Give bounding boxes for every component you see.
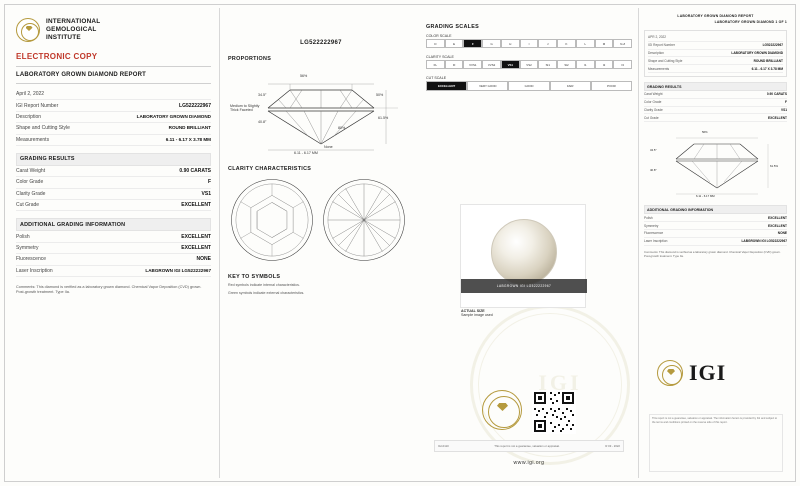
field-value: NONE [777, 231, 787, 236]
divider [16, 83, 211, 84]
footer-code-left: IGI-0110 [438, 444, 449, 448]
pavilion-plot-diagram [320, 176, 408, 264]
field-shape [16, 123, 211, 134]
right-field-clarity [644, 107, 787, 115]
cut-scale-row [426, 76, 632, 90]
right-field-date [648, 34, 783, 42]
field-label: Clarity Grade [16, 190, 46, 197]
label-lower-half-pct: 80% [338, 126, 346, 130]
field-label: Polish [644, 215, 653, 220]
photo-caption [461, 309, 587, 317]
right-field-cut [644, 114, 787, 122]
clarity-cell-si1[interactable]: SI1 [538, 60, 557, 69]
institute-name-line-2: GEMOLOGICAL [46, 26, 97, 33]
field-label: Color Grade [16, 179, 44, 186]
right-duplicate-report-panel [638, 8, 792, 478]
label-star-pct: 50% [376, 93, 384, 97]
gem-seal-icon [657, 360, 683, 386]
right-diamond-profile-svg [644, 126, 786, 200]
middle-panel [222, 8, 420, 478]
qr-code-icon[interactable] [532, 390, 576, 434]
field-label: Polish [16, 233, 30, 240]
additional-grading-header: ADDITIONAL GRADING INFORMATION [16, 218, 211, 231]
field-value: EXCELLENT [181, 202, 211, 209]
right-label-crown: 34.5° [650, 148, 657, 153]
field-label: Cut Grade [644, 115, 659, 120]
proportions-diagram [228, 64, 414, 156]
clarity-scale-row [426, 55, 632, 69]
field-carat-weight [16, 166, 211, 177]
field-value: LABORATORY GROWN DIAMOND [731, 50, 783, 55]
crown-plot-diagram [228, 176, 316, 264]
label-pavilion-angle: 40.8° [258, 120, 267, 124]
field-value: F [785, 100, 787, 105]
color-cell-e[interactable]: E [445, 39, 464, 48]
key-line-2: Green symbols indicate external characteristics. [228, 291, 305, 295]
clarity-cell-si2[interactable]: SI2 [557, 60, 576, 69]
field-symmetry [16, 243, 211, 254]
field-value: EXCELLENT [768, 215, 787, 220]
footer-disclaimer-text: This report is not a guarantee, valuation or appraisal. [494, 444, 560, 448]
clarity-cell-vvs1[interactable]: VVS1 [463, 60, 482, 69]
right-field-carat [644, 91, 787, 99]
right-footer-note-box [649, 414, 783, 472]
right-label-diameter: 6.11 - 6.17 MM [696, 194, 715, 199]
field-fluorescence [16, 254, 211, 265]
key-line-1: Red symbols indicate internal characteristics. [228, 283, 300, 287]
field-value: EXCELLENT [768, 223, 787, 228]
right-field-report-number [648, 42, 783, 50]
right-comments-label: Comments: [644, 249, 659, 254]
right-field-color [644, 99, 787, 107]
field-label: IGI Report Number [16, 102, 59, 109]
field-label: Fluorescence [16, 256, 47, 263]
field-description [16, 112, 211, 123]
scales-panel [420, 8, 638, 478]
right-field-measurements [648, 65, 783, 73]
field-value: LABORATORY GROWN DIAMOND [136, 113, 211, 119]
right-field-polish [644, 214, 787, 222]
clarity-cell-vs1[interactable]: VS1 [501, 60, 520, 69]
institute-name-line-1: INTERNATIONAL [46, 18, 101, 25]
right-proportions-diagram [644, 126, 786, 200]
field-value: EXCELLENT [181, 233, 211, 240]
right-date-value: APR 2, 2022 [648, 35, 667, 40]
field-cut-grade [16, 200, 211, 211]
field-measurements [16, 135, 211, 146]
field-value: VS1 [201, 190, 211, 197]
field-report-number [16, 100, 211, 111]
field-value: 6.11 - 6.17 X 3.78 MM [751, 66, 783, 71]
cut-cell-good[interactable]: GOOD [508, 81, 549, 90]
clarity-plot-pair [228, 176, 414, 264]
grading-scales-title: GRADING SCALES [426, 24, 480, 30]
color-cell-d[interactable]: D [426, 39, 445, 48]
field-value: 0.90 CARATS [179, 168, 211, 175]
color-scale-bar [426, 39, 632, 48]
field-value: F [207, 179, 211, 186]
field-value: EXCELLENT [181, 244, 211, 251]
proportions-title: PROPORTIONS [228, 56, 272, 62]
gem-seal-icon [482, 390, 524, 434]
right-field-laser [644, 238, 787, 246]
cut-scale-label: CUT SCALE [426, 76, 447, 81]
color-cell-k[interactable]: K [557, 39, 576, 48]
field-label: Shape and Cutting Style [16, 125, 70, 132]
comments-text: This diamond is verified as a laboratory grown diamond. Chemical Vapor Deposition (CVD) grown. Post-growth treatment. Type IIa. [16, 284, 202, 295]
clarity-scale-label: CLARITY SCALE [426, 55, 454, 60]
institute-logo-row [16, 18, 211, 42]
footer-disclaimer-bar [434, 440, 624, 452]
institute-name [46, 18, 100, 42]
sample-image-note: Sample image used [461, 313, 493, 317]
label-girdle: Medium to Slightly Thick Faceted [230, 104, 260, 112]
field-clarity-grade [16, 189, 211, 200]
website-link[interactable]: www.igi.org [513, 460, 545, 466]
field-label: Color Grade [644, 100, 662, 105]
igi-brand-text: IGI [689, 360, 727, 385]
right-header-right: LABORATORY GROWN DIAMOND 1 OF 1 [714, 20, 787, 24]
color-cell-m[interactable]: M [595, 39, 614, 48]
field-label: Shape and Cutting Style [648, 58, 683, 63]
field-polish [16, 231, 211, 242]
field-label: Description [648, 50, 664, 55]
label-table-pct: 56% [300, 74, 308, 78]
comments-label: Comments: [16, 284, 36, 289]
diamond-photo [460, 204, 586, 317]
field-color-grade [16, 177, 211, 188]
clarity-cell-if[interactable]: IF [445, 60, 464, 69]
right-label-depth: 61.5% [770, 164, 778, 169]
field-laser-inscription [16, 266, 211, 277]
laser-inscription-band: LABGROWN IGI LG522222967 [461, 279, 587, 293]
clarity-scale-bar [426, 60, 632, 69]
label-culet: None [324, 145, 333, 149]
field-label: Clarity Grade [644, 108, 663, 113]
color-cell-nz[interactable]: N-Z [613, 39, 632, 48]
field-value: EXCELLENT [768, 115, 787, 120]
color-cell-l[interactable]: L [576, 39, 595, 48]
cut-cell-fair[interactable]: FAIR [550, 81, 591, 90]
field-label: IGI Report Number [648, 43, 675, 48]
field-date [16, 89, 211, 100]
field-label: Laser Inscription [16, 267, 53, 274]
right-header-left: LABORATORY GROWN DIAMOND REPORT [677, 14, 754, 18]
diamond-stone-image [491, 219, 557, 285]
label-crown-angle: 34.5° [258, 93, 267, 97]
field-value: NONE [196, 256, 211, 263]
field-label: Symmetry [644, 223, 659, 228]
field-value: LG522222967 [762, 43, 783, 48]
field-label: Symmetry [16, 244, 39, 251]
right-comments-block [644, 250, 787, 258]
clarity-cell-i2[interactable]: I2 [595, 60, 614, 69]
cut-cell-very-good[interactable]: VERY GOOD [467, 81, 508, 90]
color-cell-g[interactable]: G [482, 39, 501, 48]
field-label: Carat Weight [16, 168, 46, 175]
divider [16, 66, 211, 67]
middle-report-number: LG522222967 [300, 40, 342, 46]
field-label: Measurements [16, 136, 50, 143]
right-additional-header: ADDITIONAL GRADING INFORMATION [644, 205, 787, 214]
watermark: IGI [430, 300, 690, 470]
color-cell-i[interactable]: I [520, 39, 539, 48]
field-label: Description [16, 113, 42, 120]
right-label-table: 56% [702, 130, 708, 135]
clarity-cell-vs2[interactable]: VS2 [520, 60, 539, 69]
field-label: Cut Grade [16, 202, 40, 209]
grading-scales-block [426, 34, 632, 91]
field-label: Carat Weight [644, 92, 663, 97]
right-fields-box [644, 30, 787, 77]
clarity-cell-fl[interactable]: FL [426, 60, 445, 69]
color-scale-row [426, 34, 632, 48]
field-value: LG522222967 [179, 102, 211, 109]
right-comments-text: This diamond is verified as a laboratory grown diamond. Chemical Vapor Deposition (CVD) grown. Post-growth treatment. Type IIa. [644, 249, 781, 258]
clarity-cell-i3[interactable]: I3 [613, 60, 632, 69]
right-footer-note: This report is not a guarantee, valuation or appraisal. The information herein is provided by IGI and subject to the terms and conditions printed on the reverse side of this report. [652, 417, 778, 424]
field-label: Measurements [648, 66, 670, 71]
field-value: 0.90 CARATS [766, 92, 787, 97]
field-value: ROUND BRILLIANT [753, 58, 783, 63]
cut-cell-excellent[interactable]: EXCELLENT [426, 81, 467, 90]
color-cell-j[interactable]: J [538, 39, 557, 48]
igi-brand-logo [657, 360, 726, 386]
right-field-symmetry [644, 222, 787, 230]
footer-code-right: R 03 - 2022 [605, 444, 620, 448]
key-to-symbols-title: KEY TO SYMBOLS [228, 274, 281, 280]
cut-scale-bar [426, 81, 632, 90]
left-report-panel [8, 8, 220, 478]
field-value: LABGROWN IGI LG522222967 [145, 267, 211, 273]
cut-cell-poor[interactable]: POOR [591, 81, 632, 90]
electronic-copy-badge: ELECTRONIC COPY [16, 52, 98, 61]
right-field-fluorescence [644, 230, 787, 238]
right-label-pavilion: 40.8° [650, 168, 657, 173]
field-value: ROUND BRILLIANT [168, 125, 211, 131]
clarity-characteristics-title: CLARITY CHARACTERISTICS [228, 166, 312, 172]
field-value: VS1 [780, 108, 787, 113]
comments-block [16, 285, 211, 296]
field-label: Laser Inscription [644, 239, 668, 244]
right-grading-results-header: GRADING RESULTS [644, 82, 787, 91]
color-cell-h[interactable]: H [501, 39, 520, 48]
report-title: LABORATORY GROWN DIAMOND REPORT [16, 72, 146, 78]
field-value: LABGROWN IGI LG522222967 [741, 239, 787, 244]
right-field-shape [648, 57, 783, 65]
gem-seal-icon [16, 18, 40, 42]
actual-size-label: ACTUAL SIZE [461, 309, 485, 313]
field-date-value: April 2, 2022 [16, 91, 45, 98]
color-cell-f[interactable]: F [463, 39, 482, 48]
label-diameter: 6.11 - 6.17 MM [294, 151, 318, 155]
right-field-description [648, 50, 783, 58]
grading-results-header: GRADING RESULTS [16, 153, 211, 166]
color-scale-label: COLOR SCALE [426, 34, 452, 38]
clarity-cell-vvs2[interactable]: VVS2 [482, 60, 501, 69]
institute-name-line-3: INSTITUTE [46, 34, 81, 41]
label-depth-pct: 61.5% [378, 116, 389, 120]
clarity-cell-i1[interactable]: I1 [576, 60, 595, 69]
field-value: 6.11 - 6.17 X 3.78 MM [165, 136, 211, 142]
field-label: Fluorescence [644, 231, 664, 236]
